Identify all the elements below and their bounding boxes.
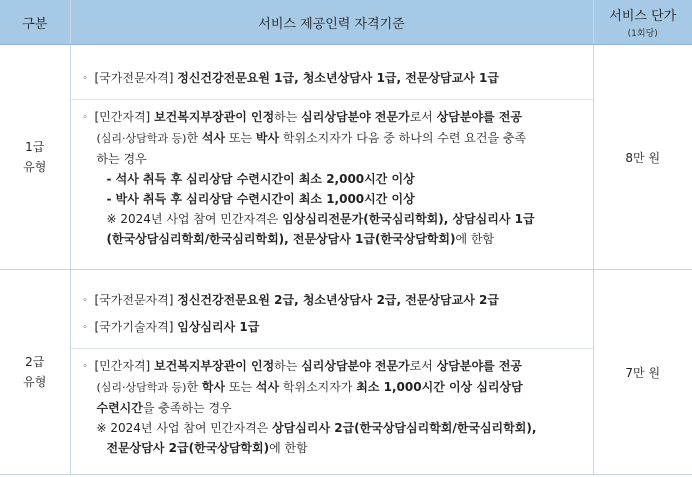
header-criteria: 서비스 제공인력 자격기준 bbox=[70, 0, 593, 45]
criteria-cell bbox=[70, 45, 593, 270]
bullet-icon: ◦ bbox=[82, 361, 88, 372]
header-price-label: 서비스 단가 bbox=[609, 9, 677, 24]
table-row bbox=[0, 45, 692, 270]
grade-line2: 유형 bbox=[23, 375, 47, 389]
grade-line2: 유형 bbox=[23, 160, 47, 174]
header-category: 구분 bbox=[0, 0, 70, 45]
requirement-masters: - 석사 취득 후 심리상담 수련시간이 최소 2,000시간 이상 bbox=[106, 172, 415, 186]
private-qualification: ◦ [민간자격] 보건복지부장관이 인정하는 심리상담분야 전문가로서 상담분야를 전공 (심리·상담학과 등)한 학사 또는 석사 학위소지자가 최소 1,000시간 이상 심리상담 수련시간을 충족하는 경우 ※ 2024년 사업 참여 민간자격은 상담심리사 2급(한국상담심리학회/한국심리학회), 전문상담사 2급(한국상담학회)에 한함 bbox=[71, 349, 593, 465]
bullet-icon: ◦ bbox=[82, 74, 88, 84]
price-cell: 8만 원 bbox=[593, 45, 692, 270]
national-qualification: ◦ [국가전문자격] 정신건강전문요원 2급, 청소년상담사 2급, 전문상담교사 2급 ◦ [국가기술자격] 임상심리사 1급 bbox=[71, 280, 593, 349]
header-price bbox=[593, 0, 692, 45]
criteria-cell bbox=[70, 270, 593, 475]
grade-line1: 2급 bbox=[25, 355, 45, 369]
price-cell: 7만 원 bbox=[593, 270, 692, 475]
bullet-icon: ◦ bbox=[82, 113, 88, 123]
note: ※ 2024년 사업 참여 민간자격은 임상심리전문가(한국심리학회), 상담심리사 1급 bbox=[106, 212, 535, 226]
national-qualification: ◦ [국가전문자격] 정신건강전문요원 1급, 청소년상담사 1급, 전문상담교사 1급 bbox=[71, 58, 593, 100]
grade-cell bbox=[0, 45, 70, 270]
technical-qualification: ◦ [국가기술자격] 임상심리사 1급 bbox=[83, 317, 583, 338]
requirement-doctorate: - 박사 취득 후 심리상담 수련시간이 최소 1,000시간 이상 bbox=[106, 192, 415, 206]
table-header-row bbox=[0, 0, 692, 45]
grade-line1: 1급 bbox=[25, 140, 45, 154]
header-price-sub: (1회당) bbox=[627, 29, 658, 39]
grade-cell bbox=[0, 270, 70, 475]
private-qualification: ◦ [민간자격] 보건복지부장관이 인정하는 심리상담분야 전문가로서 상담분야를 전공 (심리·상담학과 등)한 석사 또는 박사 학위소지자가 다음 중 하나의 수련 요건을 충족 하는 경우 - 석사 취득 후 심리상담 수련시간이 최소 2,000시간 이상 - 박사 취득 후 심리상담 수련시간이 최소 1,000시간 이상 ※ 2024년 사업 참여 민간자격은 임상심리전문가(한국심리학회), 상담심리사 1급 (한국상담심리학회/한국심리학회), 전문상담사 1급(한국상담학회)에 한함 bbox=[71, 100, 593, 256]
bullet-icon: ◦ bbox=[82, 322, 88, 333]
bullet-icon: ◦ bbox=[82, 295, 88, 306]
table-row bbox=[0, 270, 692, 475]
note: ※ 2024년 사업 참여 민간자격은 상담심리사 2급(한국상담심리학회/한국심리학회), bbox=[96, 420, 537, 435]
